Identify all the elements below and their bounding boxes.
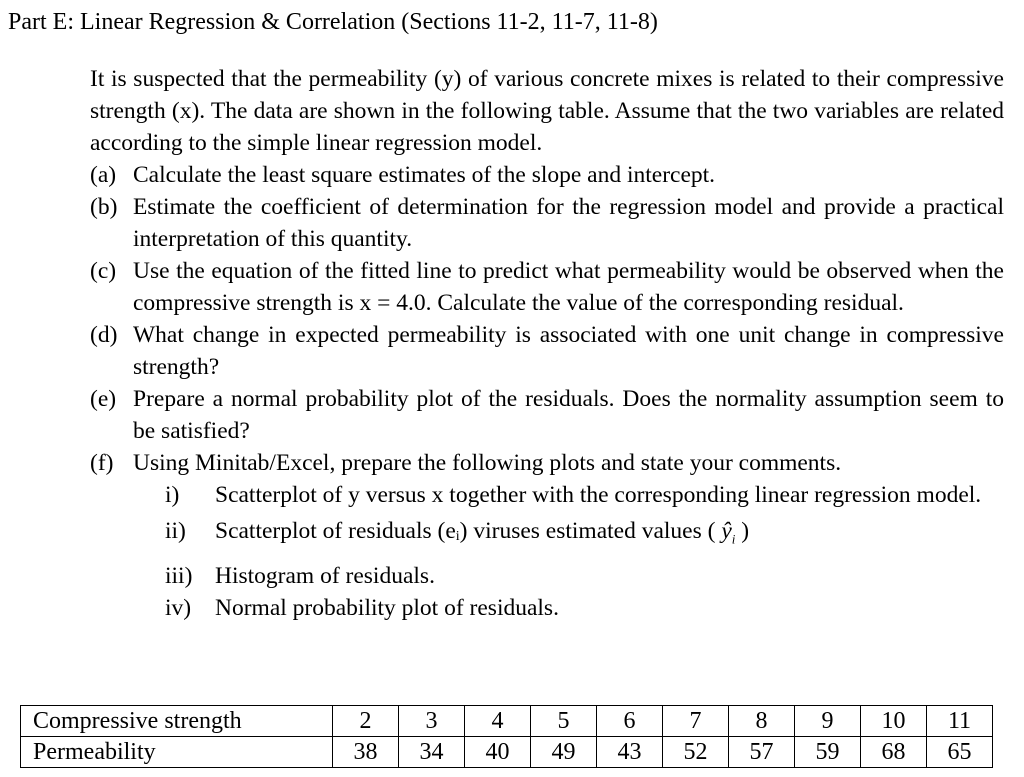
subquestion-label: iii) bbox=[165, 562, 193, 589]
table-cell: 40 bbox=[465, 737, 531, 768]
subquestion-text: Normal probability plot of residuals. bbox=[215, 594, 559, 621]
question-text: What change in expected permeability is associated with one unit change in compressive strength? bbox=[133, 322, 1004, 380]
table-cell: 7 bbox=[663, 706, 729, 737]
table-cell: 57 bbox=[729, 737, 795, 768]
subquestion-ii bbox=[90, 515, 1004, 556]
subquestion-label: ii) bbox=[165, 518, 186, 544]
table-cell: 52 bbox=[663, 737, 729, 768]
question-text: Use the equation of the fitted line to predict what permeability would be observed when the compressive strength is x = 4.0. Calculate the value of the corresponding residual. bbox=[133, 258, 1004, 316]
y-hat-symbol bbox=[721, 515, 735, 556]
y-hat-letter: ŷ bbox=[721, 518, 732, 544]
table-row bbox=[21, 737, 993, 768]
question-text: Calculate the least square estimates of the slope and intercept. bbox=[133, 162, 716, 188]
problem-intro: It is suspected that the permeability (y) of various concrete mixes is related to their compressive strength (x). The data are shown in the following table. Assume that the two variables are related according to the simple linear regression model. bbox=[90, 66, 1004, 156]
table-cell: 2 bbox=[333, 706, 399, 737]
question-c bbox=[90, 255, 1004, 319]
table-row bbox=[21, 706, 993, 737]
question-a bbox=[90, 159, 1004, 191]
subquestion-text: Histogram of residuals. bbox=[215, 562, 435, 589]
subquestion-text-end: ) bbox=[741, 518, 750, 544]
question-label: (d) bbox=[90, 322, 118, 348]
question-label: (c) bbox=[90, 258, 117, 284]
question-text: Using Minitab/Excel, prepare the following plots and state your comments. bbox=[133, 450, 842, 476]
question-label: (b) bbox=[90, 194, 118, 220]
table-cell: 43 bbox=[597, 737, 663, 768]
table-cell: 68 bbox=[861, 737, 927, 768]
table-cell: 9 bbox=[795, 706, 861, 737]
question-label: (e) bbox=[90, 386, 117, 412]
question-d bbox=[90, 319, 1004, 383]
question-label: (a) bbox=[90, 162, 117, 188]
subquestion-label: iv) bbox=[165, 594, 192, 621]
y-hat-subscript: i bbox=[731, 531, 736, 547]
table-cell: 8 bbox=[729, 706, 795, 737]
row-header: Permeability bbox=[21, 737, 333, 768]
row-header: Compressive strength bbox=[21, 706, 333, 737]
table-cell: 5 bbox=[531, 706, 597, 737]
table-cell: 6 bbox=[597, 706, 663, 737]
subquestion-text: Scatterplot of residuals (eᵢ) viruses estimated values ( bbox=[215, 518, 716, 544]
table-cell: 3 bbox=[399, 706, 465, 737]
table-cell: 49 bbox=[531, 737, 597, 768]
table-cell: 38 bbox=[333, 737, 399, 768]
subquestion-i bbox=[90, 479, 1004, 511]
subquestion-iv bbox=[90, 592, 1004, 624]
question-text: Prepare a normal probability plot of the residuals. Does the normality assumption seem to be satisfied? bbox=[133, 386, 1004, 444]
table-cell: 10 bbox=[861, 706, 927, 737]
section-title: Part E: Linear Regression & Correlation (Sections 11-2, 11-7, 11-8) bbox=[8, 9, 658, 35]
question-list bbox=[90, 159, 1004, 624]
question-e bbox=[90, 383, 1004, 447]
question-text: Estimate the coefficient of determination for the regression model and provide a practical interpretation of this quantity. bbox=[133, 194, 1004, 252]
question-b bbox=[90, 191, 1004, 255]
table-cell: 11 bbox=[927, 706, 993, 737]
question-f bbox=[90, 447, 1004, 479]
table-cell: 59 bbox=[795, 737, 861, 768]
table-cell: 4 bbox=[465, 706, 531, 737]
table-cell: 65 bbox=[927, 737, 993, 768]
subquestion-label: i) bbox=[165, 482, 180, 508]
question-label: (f) bbox=[90, 450, 114, 476]
data-table bbox=[20, 705, 993, 768]
subquestion-text: Scatterplot of y versus x together with the corresponding linear regression model. bbox=[215, 482, 982, 508]
table-cell: 34 bbox=[399, 737, 465, 768]
subquestion-iii bbox=[90, 560, 1004, 592]
